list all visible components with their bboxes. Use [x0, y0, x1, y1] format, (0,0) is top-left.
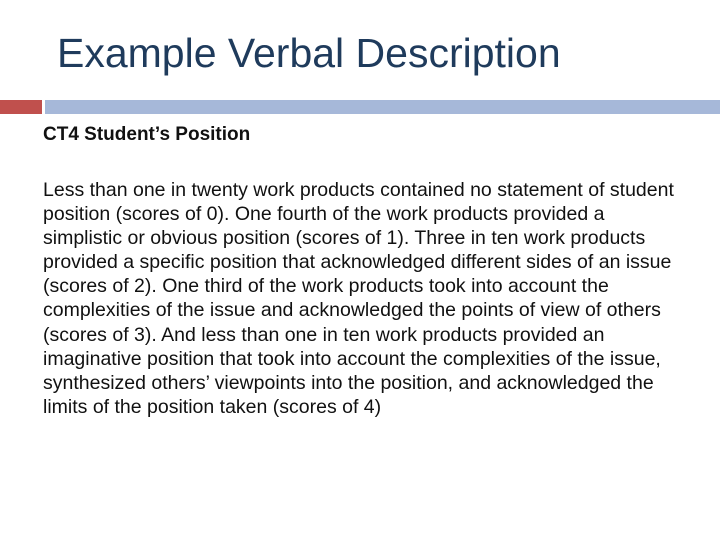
accent-bar-blue: [45, 100, 720, 114]
slide-title: Example Verbal Description: [57, 30, 561, 76]
slide-body-text: Less than one in twenty work products contained no statement of student position (scores of 0). One fourth of the work products provided a simplistic or obvious position (scores of 1). Three in ten work products provided a specific position that acknowledged different sides of an issue (scores of 2). One third of the work products took into account the complexities of the issue and acknowledged the points of view of others (scores of 3). And less than one in ten work products provided an imaginative position that took into account the complexities of the issue, synthesized others’ viewpoints into the position, and acknowledged the limits of the position taken (scores of 4): [43, 179, 674, 418]
accent-bar-red: [0, 100, 42, 114]
slide-subheading: CT4 Student’s Position: [43, 124, 251, 145]
slide-content: [43, 122, 683, 419]
